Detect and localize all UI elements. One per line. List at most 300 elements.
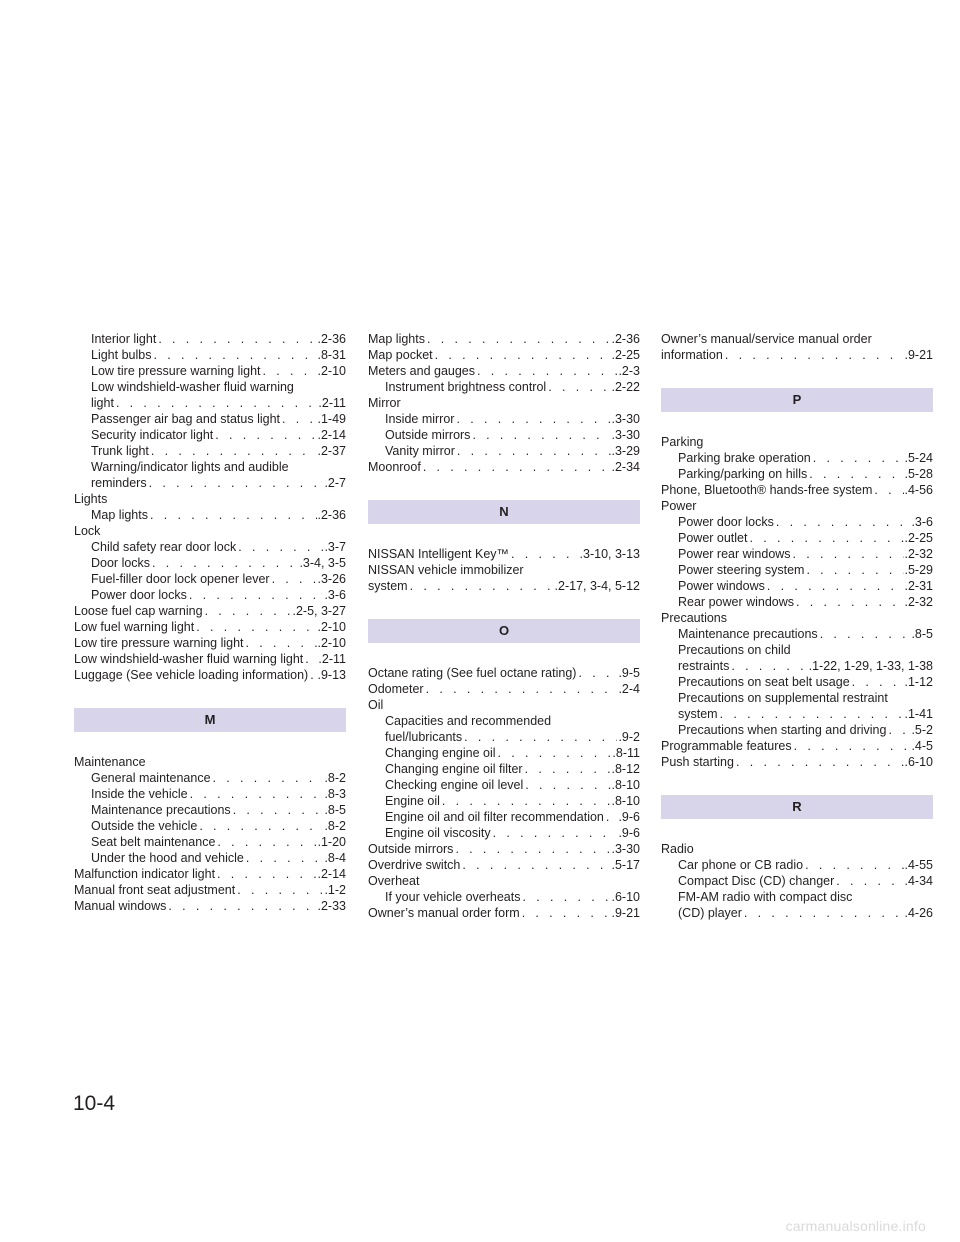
dot-leader bbox=[280, 411, 316, 427]
dot-leader bbox=[886, 722, 910, 738]
entry-page-ref: .2-37 bbox=[317, 444, 346, 458]
entry-page-ref: .8-4 bbox=[324, 851, 346, 865]
entry-term: Trunk light bbox=[91, 444, 149, 458]
entry-term: Door locks bbox=[91, 556, 151, 570]
index-entry bbox=[368, 347, 640, 363]
index-entry bbox=[368, 841, 640, 857]
dot-leader bbox=[803, 857, 903, 873]
dot-leader bbox=[742, 905, 904, 921]
entry-page-ref: .2-36 bbox=[317, 508, 346, 522]
entry-page-ref: .3-6 bbox=[324, 588, 346, 602]
index-entry bbox=[74, 459, 346, 475]
index-entry bbox=[74, 818, 346, 834]
entry-term: Map pocket bbox=[368, 348, 433, 362]
entry-page-ref: .1-22, 1-29, 1-33, 1-38 bbox=[808, 659, 933, 673]
index-entry bbox=[368, 443, 640, 459]
entry-term: Rear power windows bbox=[678, 595, 795, 609]
entry-page-ref: .3-7 bbox=[324, 540, 346, 554]
index-entry bbox=[661, 450, 933, 466]
dot-leader bbox=[433, 347, 611, 363]
entry-term: Outside the vehicle bbox=[91, 819, 198, 833]
entry-term: Mirror bbox=[368, 396, 401, 410]
index-entry bbox=[74, 555, 346, 571]
index-entry bbox=[661, 642, 933, 658]
dot-leader bbox=[509, 546, 578, 562]
entry-page-ref: .9-21 bbox=[611, 906, 640, 920]
entry-term: General maintenance bbox=[91, 771, 211, 785]
entry-page-ref: .9-6 bbox=[618, 810, 640, 824]
entry-term: FM-AM radio with compact disc bbox=[678, 890, 853, 904]
dot-leader bbox=[244, 850, 324, 866]
entry-term: Precautions on child bbox=[678, 643, 791, 657]
dot-leader bbox=[215, 834, 316, 850]
entry-term: Seat belt maintenance bbox=[91, 835, 216, 849]
entry-page-ref: .2-10 bbox=[317, 364, 346, 378]
index-entry bbox=[661, 690, 933, 706]
entry-term: Car phone or CB radio bbox=[678, 858, 804, 872]
dot-leader bbox=[231, 802, 324, 818]
entry-term: Odometer bbox=[368, 682, 424, 696]
index-entry bbox=[368, 331, 640, 347]
entry-term: Precautions on seat belt usage bbox=[678, 675, 850, 689]
dot-leader bbox=[460, 857, 610, 873]
index-entry bbox=[661, 347, 933, 363]
entry-page-ref: .2-11 bbox=[318, 396, 346, 410]
entry-page-ref: .6-10 bbox=[904, 755, 933, 769]
entry-page-ref: .2-7 bbox=[324, 476, 346, 490]
index-entry bbox=[661, 857, 933, 873]
entry-term: Interior light bbox=[91, 332, 157, 346]
index-block bbox=[661, 434, 933, 770]
entry-page-ref: .2-17, 3-4, 5-12 bbox=[554, 579, 640, 593]
index-entry bbox=[74, 866, 346, 882]
entry-term: Programmable features bbox=[661, 739, 792, 753]
entry-page-ref: .2-36 bbox=[611, 332, 640, 346]
index-entry bbox=[661, 905, 933, 921]
entry-term: Precautions bbox=[661, 611, 728, 625]
index-entry bbox=[368, 873, 640, 889]
entry-page-ref: .2-25 bbox=[611, 348, 640, 362]
index-entry bbox=[368, 777, 640, 793]
entry-page-ref: .8-11 bbox=[612, 746, 640, 760]
dot-leader bbox=[850, 674, 904, 690]
entry-page-ref: .2-34 bbox=[611, 460, 640, 474]
index-entry bbox=[661, 331, 933, 347]
entry-term: Low tire pressure warning light bbox=[74, 636, 244, 650]
index-entry bbox=[661, 530, 933, 546]
entry-term: Instrument brightness control bbox=[385, 380, 547, 394]
entry-term: Changing engine oil filter bbox=[385, 762, 523, 776]
dot-leader bbox=[156, 331, 316, 347]
index-block bbox=[661, 841, 933, 921]
entry-term: Radio bbox=[661, 842, 694, 856]
entry-page-ref: .4-5 bbox=[911, 739, 933, 753]
entry-page-ref: .2-22 bbox=[611, 380, 640, 394]
entry-term: Lock bbox=[74, 524, 101, 538]
entry-term: Power steering system bbox=[678, 563, 805, 577]
index-entry bbox=[368, 905, 640, 921]
dot-leader bbox=[454, 411, 610, 427]
dot-leader bbox=[425, 331, 611, 347]
entry-page-ref: .8-2 bbox=[324, 819, 346, 833]
entry-page-ref: .2-25 bbox=[904, 531, 933, 545]
dot-leader bbox=[150, 555, 298, 571]
dot-leader bbox=[546, 379, 610, 395]
entry-page-ref: .8-10 bbox=[611, 794, 640, 808]
index-entry bbox=[74, 363, 346, 379]
entry-page-ref: .5-2 bbox=[911, 723, 933, 737]
entry-page-ref: .5-24 bbox=[904, 451, 933, 465]
index-entry bbox=[661, 841, 933, 857]
entry-page-ref: .3-30 bbox=[611, 842, 640, 856]
section-letter-o: O bbox=[368, 619, 640, 643]
dot-leader bbox=[747, 530, 903, 546]
entry-term: Outside mirrors bbox=[368, 842, 454, 856]
entry-term: Outside mirrors bbox=[385, 428, 471, 442]
dot-leader bbox=[521, 889, 611, 905]
dot-leader bbox=[811, 450, 904, 466]
entry-term: Manual windows bbox=[74, 899, 167, 913]
dot-leader bbox=[729, 658, 807, 674]
dot-leader bbox=[187, 587, 324, 603]
index-entry bbox=[74, 347, 346, 363]
index-entry bbox=[74, 587, 346, 603]
entry-page-ref: .8-12 bbox=[611, 762, 640, 776]
index-entry bbox=[74, 475, 346, 491]
entry-page-ref: .1-2 bbox=[324, 883, 346, 897]
index-entry bbox=[74, 834, 346, 850]
entry-term: Power bbox=[661, 499, 697, 513]
dot-leader bbox=[491, 825, 618, 841]
entry-page-ref: .2-3 bbox=[618, 364, 640, 378]
entry-page-ref: .3-4, 3-5 bbox=[299, 556, 346, 570]
entry-term: Moonroof bbox=[368, 460, 421, 474]
dot-leader bbox=[576, 665, 617, 681]
index-entry bbox=[74, 443, 346, 459]
entry-page-ref: .9-6 bbox=[618, 826, 640, 840]
entry-page-ref: .5-28 bbox=[904, 467, 933, 481]
dot-leader bbox=[718, 706, 904, 722]
dot-leader bbox=[792, 738, 911, 754]
index-entry bbox=[74, 651, 346, 667]
index-entry bbox=[74, 523, 346, 539]
dot-leader bbox=[235, 882, 323, 898]
dot-leader bbox=[791, 546, 904, 562]
index-entry bbox=[368, 379, 640, 395]
dot-leader bbox=[188, 786, 324, 802]
index-entry bbox=[368, 411, 640, 427]
dot-leader bbox=[496, 745, 612, 761]
entry-term: reminders bbox=[91, 476, 147, 490]
entry-term: (CD) player bbox=[678, 906, 742, 920]
index-entry bbox=[661, 889, 933, 905]
entry-page-ref: .3-26 bbox=[317, 572, 346, 586]
index-entry bbox=[661, 626, 933, 642]
entry-page-ref: .1-49 bbox=[317, 412, 346, 426]
entry-term: Warning/indicator lights and audible bbox=[91, 460, 289, 474]
dot-leader bbox=[523, 761, 611, 777]
entry-page-ref: .8-3 bbox=[324, 787, 346, 801]
index-entry bbox=[661, 546, 933, 562]
entry-term: Inside mirror bbox=[385, 412, 455, 426]
dot-leader bbox=[765, 578, 904, 594]
index-entry bbox=[74, 802, 346, 818]
index-entry bbox=[74, 411, 346, 427]
entry-page-ref: .4-34 bbox=[904, 874, 933, 888]
entry-page-ref: .9-5 bbox=[618, 666, 640, 680]
index-entry bbox=[368, 889, 640, 905]
index-entry bbox=[661, 610, 933, 626]
dot-leader bbox=[834, 873, 903, 889]
index-entry bbox=[368, 809, 640, 825]
entry-term: Inside the vehicle bbox=[91, 787, 188, 801]
index-column-1 bbox=[74, 331, 346, 914]
index-entry bbox=[74, 379, 346, 395]
entry-page-ref: .2-10 bbox=[317, 636, 346, 650]
index-entry bbox=[74, 635, 346, 651]
dot-leader bbox=[774, 514, 911, 530]
dot-leader bbox=[470, 427, 610, 443]
index-entry bbox=[74, 507, 346, 523]
entry-term: Luggage (See vehicle loading information) bbox=[74, 668, 309, 682]
index-entry bbox=[368, 761, 640, 777]
entry-term: Push starting bbox=[661, 755, 734, 769]
page-number: 10-4 bbox=[73, 1092, 116, 1115]
entry-page-ref: .3-6 bbox=[911, 515, 933, 529]
entry-page-ref: .8-5 bbox=[911, 627, 933, 641]
entry-term: Low windshield-washer fluid warning light bbox=[74, 652, 304, 666]
entry-term: Passenger air bag and status light bbox=[91, 412, 281, 426]
index-entry bbox=[74, 571, 346, 587]
index-entry bbox=[661, 658, 933, 674]
entry-term: restraints bbox=[678, 659, 730, 673]
index-entry bbox=[661, 434, 933, 450]
entry-page-ref: .8-2 bbox=[324, 771, 346, 785]
dot-leader bbox=[520, 905, 611, 921]
entry-page-ref: .6-10 bbox=[611, 890, 640, 904]
entry-page-ref: .3-10, 3-13 bbox=[579, 547, 640, 561]
entry-term: NISSAN vehicle immobilizer bbox=[368, 563, 524, 577]
entry-term: Power rear windows bbox=[678, 547, 791, 561]
index-entry bbox=[74, 754, 346, 770]
entry-term: Map lights bbox=[368, 332, 425, 346]
entry-term: Parking bbox=[661, 435, 704, 449]
dot-leader bbox=[523, 777, 610, 793]
dot-leader bbox=[794, 594, 903, 610]
entry-term: Phone, Bluetooth® hands-free system bbox=[661, 483, 873, 497]
entry-page-ref: .2-33 bbox=[317, 899, 346, 913]
entry-page-ref: .2-31 bbox=[904, 579, 933, 593]
entry-term: Malfunction indicator light bbox=[74, 867, 216, 881]
entry-term: Owner’s manual/service manual order bbox=[661, 332, 872, 346]
dot-leader bbox=[424, 681, 618, 697]
dot-leader bbox=[114, 395, 317, 411]
dot-leader bbox=[213, 427, 316, 443]
index-entry bbox=[368, 665, 640, 681]
entry-page-ref: .1-20 bbox=[317, 835, 346, 849]
dot-leader bbox=[453, 841, 610, 857]
index-entry bbox=[661, 578, 933, 594]
entry-term: Checking engine oil level bbox=[385, 778, 524, 792]
entry-page-ref: .9-21 bbox=[904, 348, 933, 362]
index-entry bbox=[661, 873, 933, 889]
index-entry bbox=[74, 786, 346, 802]
entry-page-ref: .8-10 bbox=[611, 778, 640, 792]
index-entry bbox=[74, 603, 346, 619]
index-block bbox=[74, 754, 346, 914]
index-entry bbox=[368, 857, 640, 873]
dot-leader bbox=[723, 347, 904, 363]
index-entry bbox=[74, 619, 346, 635]
index-block bbox=[661, 331, 933, 363]
index-entry bbox=[368, 713, 640, 729]
index-entry bbox=[661, 562, 933, 578]
index-entry bbox=[74, 427, 346, 443]
entry-term: Octane rating (See fuel octane rating) bbox=[368, 666, 577, 680]
entry-page-ref: .1-12 bbox=[904, 675, 933, 689]
entry-term: Low windshield-washer fluid warning bbox=[91, 380, 294, 394]
entry-term: Oil bbox=[368, 698, 384, 712]
entry-term: light bbox=[91, 396, 114, 410]
entry-term: Child safety rear door lock bbox=[91, 540, 237, 554]
entry-term: fuel/lubricants bbox=[385, 730, 463, 744]
entry-page-ref: .2-32 bbox=[904, 547, 933, 561]
index-entry bbox=[74, 539, 346, 555]
index-entry bbox=[661, 754, 933, 770]
entry-page-ref: .2-10 bbox=[317, 620, 346, 634]
dot-leader bbox=[734, 754, 904, 770]
entry-page-ref: .2-4 bbox=[618, 682, 640, 696]
dot-leader bbox=[475, 363, 617, 379]
index-entry bbox=[368, 578, 640, 594]
dot-leader bbox=[462, 729, 617, 745]
entry-term: Owner’s manual order form bbox=[368, 906, 520, 920]
entry-term: Low fuel warning light bbox=[74, 620, 195, 634]
entry-term: Capacities and recommended bbox=[385, 714, 552, 728]
entry-term: Power door locks bbox=[91, 588, 187, 602]
entry-term: Under the hood and vehicle bbox=[91, 851, 244, 865]
entry-term: Security indicator light bbox=[91, 428, 214, 442]
index-entry bbox=[368, 825, 640, 841]
entry-term: Power windows bbox=[678, 579, 765, 593]
dot-leader bbox=[151, 347, 316, 363]
entry-term: Precautions when starting and driving bbox=[678, 723, 887, 737]
index-entry bbox=[74, 770, 346, 786]
entry-page-ref: .8-31 bbox=[317, 348, 346, 362]
entry-page-ref: .3-30 bbox=[611, 412, 640, 426]
entry-term: NISSAN Intelligent Key™ bbox=[368, 547, 510, 561]
dot-leader bbox=[236, 539, 323, 555]
index-entry bbox=[74, 882, 346, 898]
index-entry bbox=[368, 745, 640, 761]
section-letter-r: R bbox=[661, 795, 933, 819]
dot-leader bbox=[148, 507, 317, 523]
index-block bbox=[74, 331, 346, 683]
index-entry bbox=[661, 466, 933, 482]
section-letter-p: P bbox=[661, 388, 933, 412]
dot-leader bbox=[408, 578, 554, 594]
index-entry bbox=[368, 729, 640, 745]
entry-term: Changing engine oil bbox=[385, 746, 496, 760]
index-entry bbox=[74, 667, 346, 683]
dot-leader bbox=[308, 667, 316, 683]
entry-page-ref: .8-5 bbox=[324, 803, 346, 817]
entry-page-ref: .5-17 bbox=[611, 858, 640, 872]
entry-term: Loose fuel cap warning bbox=[74, 604, 203, 618]
dot-leader bbox=[261, 363, 317, 379]
index-entry bbox=[661, 706, 933, 722]
dot-leader bbox=[303, 651, 317, 667]
entry-term: Overdrive switch bbox=[368, 858, 461, 872]
index-entry bbox=[661, 594, 933, 610]
entry-page-ref: .9-13 bbox=[317, 668, 346, 682]
entry-page-ref: .2-11 bbox=[318, 652, 346, 666]
entry-page-ref: .2-5, 3-27 bbox=[292, 604, 346, 618]
entry-term: Engine oil bbox=[385, 794, 440, 808]
entry-term: Precautions on supplemental restraint bbox=[678, 691, 888, 705]
dot-leader bbox=[807, 466, 903, 482]
entry-page-ref: .2-32 bbox=[904, 595, 933, 609]
entry-page-ref: .4-56 bbox=[904, 483, 933, 497]
entry-term: Low tire pressure warning light bbox=[91, 364, 261, 378]
index-entry bbox=[74, 331, 346, 347]
index-entry bbox=[74, 395, 346, 411]
entry-term: Lights bbox=[74, 492, 108, 506]
index-entry bbox=[74, 850, 346, 866]
entry-term: Light bulbs bbox=[91, 348, 152, 362]
entry-term: Map lights bbox=[91, 508, 148, 522]
index-entry bbox=[368, 697, 640, 713]
index-entry bbox=[368, 562, 640, 578]
entry-page-ref: .3-30 bbox=[611, 428, 640, 442]
dot-leader bbox=[166, 898, 316, 914]
section-letter-m: M bbox=[74, 708, 346, 732]
entry-page-ref: .9-2 bbox=[618, 730, 640, 744]
index-entry bbox=[368, 681, 640, 697]
entry-page-ref: .4-55 bbox=[904, 858, 933, 872]
dot-leader bbox=[804, 562, 903, 578]
index-entry bbox=[74, 898, 346, 914]
dot-leader bbox=[211, 770, 324, 786]
entry-term: Manual front seat adjustment bbox=[74, 883, 236, 897]
entry-term: Parking/parking on hills bbox=[678, 467, 808, 481]
entry-term: Maintenance precautions bbox=[678, 627, 818, 641]
index-column-3 bbox=[661, 331, 933, 921]
entry-term: Compact Disc (CD) changer bbox=[678, 874, 835, 888]
dot-leader bbox=[818, 626, 911, 642]
entry-page-ref: .2-36 bbox=[317, 332, 346, 346]
dot-leader bbox=[203, 603, 292, 619]
entry-term: system bbox=[678, 707, 718, 721]
entry-page-ref: .2-14 bbox=[317, 867, 346, 881]
entry-page-ref: .2-14 bbox=[317, 428, 346, 442]
entry-page-ref: .3-29 bbox=[611, 444, 640, 458]
index-column-2 bbox=[368, 331, 640, 921]
entry-term: Maintenance bbox=[74, 755, 146, 769]
dot-leader bbox=[147, 475, 324, 491]
index-entry bbox=[661, 482, 933, 498]
watermark-text: carmanualsonline.info bbox=[785, 1218, 926, 1234]
index-entry bbox=[661, 498, 933, 514]
entry-page-ref: .4-26 bbox=[904, 906, 933, 920]
section-letter-n: N bbox=[368, 500, 640, 524]
entry-term: Engine oil viscosity bbox=[385, 826, 491, 840]
index-entry bbox=[661, 722, 933, 738]
dot-leader bbox=[215, 866, 316, 882]
index-entry bbox=[74, 491, 346, 507]
dot-leader bbox=[421, 459, 611, 475]
index-entry bbox=[368, 546, 640, 562]
